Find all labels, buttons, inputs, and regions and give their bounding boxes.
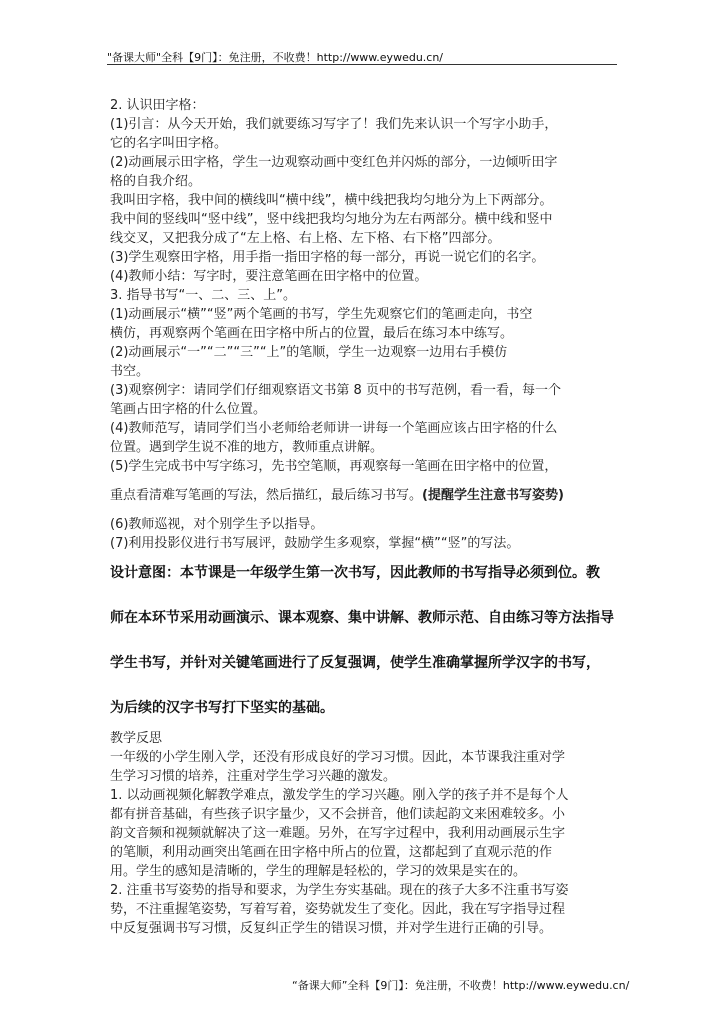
paragraph-line: (6)教师巡视，对个别学生予以指导。 xyxy=(110,517,324,532)
header-divider xyxy=(107,64,617,65)
section-tianzige xyxy=(110,96,626,286)
paragraph-line: 它的名字叫田字格。 xyxy=(110,136,228,151)
paragraph-line: 书空。 xyxy=(110,364,150,379)
posture-reminder: (提醒学生注意书写姿势) xyxy=(422,488,564,503)
teaching-reflection xyxy=(110,729,626,938)
paragraph-line: 1. 以动画视频化解教学难点，激发学生的学习兴趣。刚入学的孩子并不是每个人 xyxy=(110,788,569,803)
page-footer: “备课大师”全科【9门】：免注册，不收费！http://www.eywedu.cn/ xyxy=(292,979,630,992)
design-intent-line: 设计意图：本节课是一年级学生第一次书写，因此教师的书写指导必须到位。教 xyxy=(110,565,600,581)
section-writing-guidance xyxy=(110,286,626,553)
paragraph-line: 格的自我介绍。 xyxy=(110,174,202,189)
paragraph-line: 线交叉，又把我分成了“左上格、右上格、左下格、右下格”四部分。 xyxy=(110,231,501,246)
paragraph-line: (3)学生观察田字格，用手指一指田字格的每一部分，再说一说它们的名字。 xyxy=(110,250,545,265)
paragraph-line: (1)引言：从今天开始，我们就要练习写字了！我们先来认识一个写字小助手， xyxy=(110,117,558,132)
paragraph-line: (3)观察例字：请同学们仔细观察语文书第 8 页中的书写范例，看一看，每一个 xyxy=(110,383,561,398)
paragraph-line: 位置。遇到学生说不准的地方，教师重点讲解。 xyxy=(110,440,384,455)
paragraph-line: 韵文音频和视频就解决了这一难题。另外，在写字过程中，我利用动画展示生字 xyxy=(110,826,566,841)
paragraph-line: (4)教师小结：写字时，要注意笔画在田字格中的位置。 xyxy=(110,269,428,284)
paragraph-line: 笔画占田字格的什么位置。 xyxy=(110,402,267,417)
paragraph-line: (1)动画展示“横”“竖”两个笔画的书写，学生先观察它们的笔画走向，书空 xyxy=(110,307,533,322)
paragraph-line xyxy=(110,486,626,505)
design-intent xyxy=(110,563,626,719)
paragraph-line: 一年级的小学生刚入学，还没有形成良好的学习习惯。因此，本节课我注重对学 xyxy=(110,750,566,765)
paragraph-line: 2. 注重书写姿势的指导和要求，为学生夯实基础。现在的孩子大多不注重书写姿 xyxy=(110,883,569,898)
paragraph-line: 我叫田字格，我中间的横线叫“横中线”，横中线把我均匀地分为上下两部分。 xyxy=(110,193,553,208)
paragraph-line: (2)动画展示“一”“二”“三”“上”的笔顺，学生一边观察一边用右手模仿 xyxy=(110,345,508,360)
page-header: "备课大师"全科【9门】：免注册，不收费！http://www.eywedu.cn/ xyxy=(107,51,444,64)
paragraph-line: (4)教师范写，请同学们当小老师给老师讲一讲每一个笔画应该占田字格的什么 xyxy=(110,421,558,436)
paragraph-line: 2. 认识田字格： xyxy=(110,98,205,113)
paragraph-line: 势，不注重握笔姿势，写着写着，姿势就发生了变化。因此，我在写字指导过程 xyxy=(110,902,566,917)
design-intent-line: 学生书写，并针对关键笔画进行了反复强调，使学生准确掌握所学汉字的书写， xyxy=(110,655,600,671)
design-intent-line: 师在本环节采用动画演示、课本观察、集中讲解、教师示范、自由练习等方法指导 xyxy=(110,610,614,626)
document-body xyxy=(110,96,626,938)
paragraph-line: (2)动画展示田字格，学生一边观察动画中变红色并闪烁的部分，一边倾听田字 xyxy=(110,155,558,170)
paragraph-line: 3. 指导书写“一、二、三、上”。 xyxy=(110,288,297,303)
paragraph-line: 用。学生的感知是清晰的，学生的理解是轻松的，学习的效果是实在的。 xyxy=(110,864,527,879)
paragraph-text: 重点看清难写笔画的写法，然后描红，最后练习书写。 xyxy=(110,488,423,503)
paragraph-line: (7)利用投影仪进行书写展评，鼓励学生多观察，掌握“横”“竖”的写法。 xyxy=(110,536,520,551)
design-intent-line: 为后续的汉字书写打下坚实的基础。 xyxy=(110,700,334,716)
paragraph-line: 横仿，再观察两个笔画在田字格中所占的位置，最后在练习本中练写。 xyxy=(110,326,514,341)
paragraph-line: 生学习习惯的培养，注重对学生学习兴趣的激发。 xyxy=(110,769,397,784)
reflection-title: 教学反思 xyxy=(110,731,163,746)
paragraph-line: 中反复强调书写习惯，反复纠正学生的错误习惯，并对学生进行正确的引导。 xyxy=(110,921,553,936)
paragraph-line: (5)学生完成书中写字练习，先书空笔顺，再观察每一笔画在田字格中的位置， xyxy=(110,459,558,474)
paragraph-line: 的笔顺，利用动画突出笔画在田字格中所占的位置，这都起到了直观示范的作 xyxy=(110,845,553,860)
paragraph-line: 都有拼音基础，有些孩子识字量少，又不会拼音，他们读起韵文来困难较多。小 xyxy=(110,807,566,822)
paragraph-line: 我中间的竖线叫“竖中线”，竖中线把我均匀地分为左右两部分。横中线和竖中 xyxy=(110,212,553,227)
